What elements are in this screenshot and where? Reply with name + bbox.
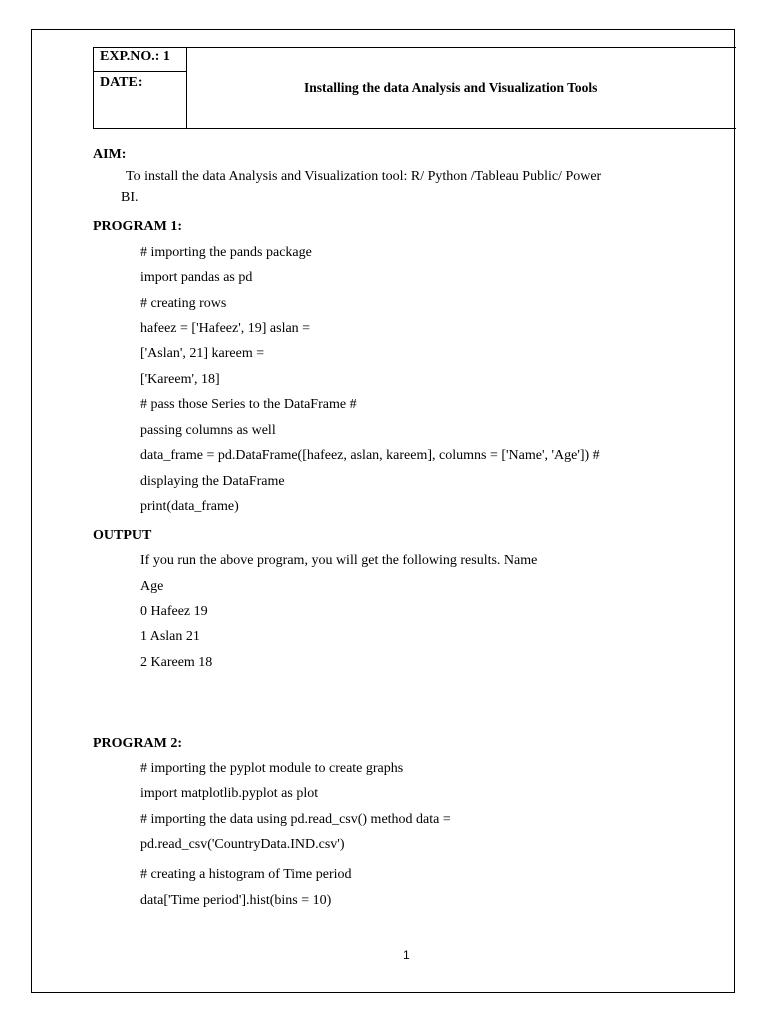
program1-line: print(data_frame) [140,499,239,514]
header-left-cell [94,48,187,128]
output-line: 2 Kareem 18 [140,655,213,670]
program1-line: # importing the pands package [140,245,312,260]
program1-heading: PROGRAM 1: [93,219,183,234]
output-line: 0 Hafeez 19 [140,604,208,619]
exp-no-label: EXP.NO.: 1 [100,49,170,64]
page-number: 1 [403,948,410,962]
program2-line: # importing the data using pd.read_csv() method data = [140,812,451,827]
program2-heading: PROGRAM 2: [93,736,183,751]
program2-line: # creating a histogram of Time period [140,867,352,882]
program1-line: passing columns as well [140,423,276,438]
aim-line-1: To install the data Analysis and Visualization tool: R/ Python /Tableau Public/ Power [126,169,602,184]
program2-line: pd.read_csv('CountryData.IND.csv') [140,837,345,852]
program1-line: displaying the DataFrame [140,474,285,489]
header-divider [94,71,187,72]
date-label: DATE: [100,75,143,90]
program1-line: ['Kareem', 18] [140,372,220,387]
program2-line: import matplotlib.pyplot as plot [140,786,319,801]
output-line: Age [140,579,164,594]
header-table [93,47,736,129]
program1-line: # creating rows [140,296,227,311]
program2-line: data['Time period'].hist(bins = 10) [140,893,332,908]
aim-heading: AIM: [93,147,127,162]
output-heading: OUTPUT [93,528,152,543]
program1-line: data_frame = pd.DataFrame([hafeez, aslan, kareem], columns = ['Name', 'Age']) # [140,448,600,463]
program1-line: ['Aslan', 21] kareem = [140,346,265,361]
program2-line: # importing the pyplot module to create graphs [140,761,404,776]
aim-line-2: BI. [121,190,139,205]
output-line: 1 Aslan 21 [140,629,200,644]
program1-line: import pandas as pd [140,270,253,285]
program1-line: # pass those Series to the DataFrame # [140,397,357,412]
document-title: Installing the data Analysis and Visualization Tools [304,80,598,95]
output-line: If you run the above program, you will get the following results. Name [140,553,538,568]
program1-line: hafeez = ['Hafeez', 19] aslan = [140,321,311,336]
